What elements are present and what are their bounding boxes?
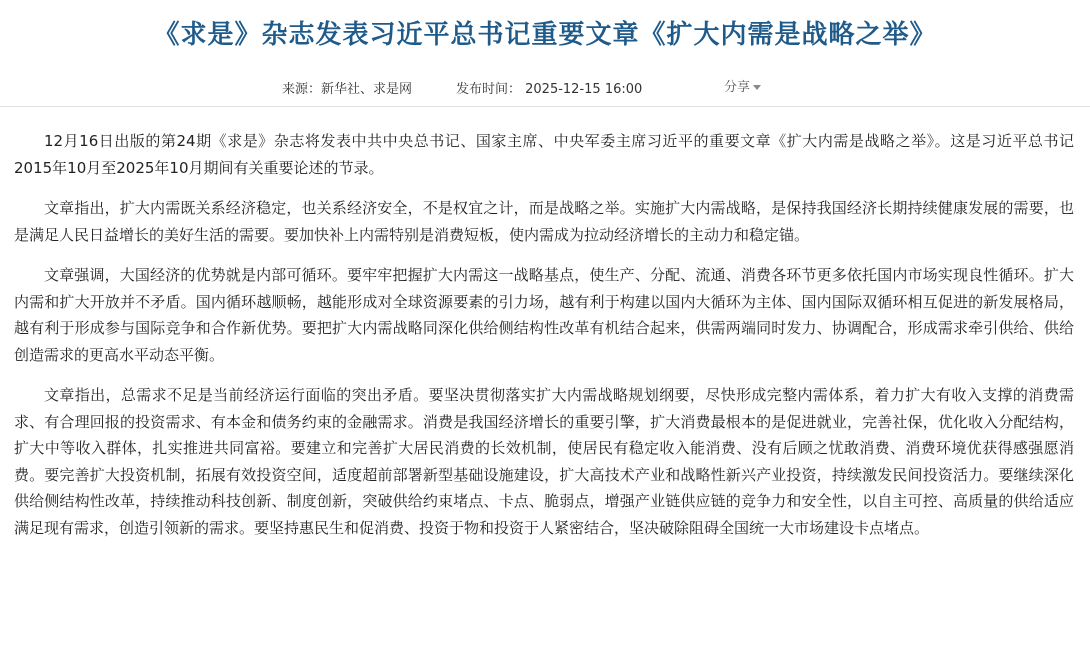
article-paragraph: 12月16日出版的第24期《求是》杂志将发表中共中央总书记、国家主席、中央军委主席习近平的重要文章《扩大内需是战略之举》。这是习近平总书记2015年10月至2025年10月期间有关重要论述的节录。 [14, 132, 1074, 177]
article-paragraph: 文章指出，总需求不足是当前经济运行面临的突出矛盾。要坚决贯彻落实扩大内需战略规划纲要，尽快形成完整内需体系，着力扩大有收入支撑的消费需求、有合理回报的投资需求、有本金和债务约束的金融需求。消费是我国经济增长的重要引擎，扩大消费最根本的是促进就业，完善社保，优化收入分配结构，扩大中等收入群体，扎实推进共同富裕。要建立和完善扩大居民消费的长效机制，使居民有稳定收入能消费、没有后顾之忧敢消费、消费环境优获得感强愿消费。要完善扩大投资机制，拓展有效投资空间，适度超前部署新型基础设施建设，扩大高技术产业和战略性新兴产业投资，持续激发民间投资活力。要继续深化供给侧结构性改革，持续推动科技创新、制度创新，突破供给约束堵点、卡点、脆弱点，增强产业链供应链的竞争力和安全性，以自主可控、高质量的供给适应满足现有需求，创造引领新的需求。要坚持惠民生和促消费、投资于物和投资于人紧密结合，坚决破除阻碍全国统一大市场建设卡点堵点。 [14, 386, 1074, 537]
publish-time: 发布时间： 2025-12-15 16:00 [456, 82, 643, 97]
article-source: 来源：新华社、求是网 [282, 82, 413, 97]
chevron-down-icon [753, 85, 761, 90]
article-paragraph: 文章指出，扩大内需既关系经济稳定，也关系经济安全，不是权宜之计，而是战略之举。实施扩大内需战略，是保持我国经济长期持续健康发展的需要，也是满足人民日益增长的美好生活的需要。要加快补上内需特别是消费短板，使内需成为拉动经济增长的主动力和稳定锚。 [14, 199, 1074, 244]
article-meta [0, 78, 1090, 98]
article-paragraph: 文章强调，大国经济的优势就是内部可循环。要牢牢把握扩大内需这一战略基点，使生产、分配、流通、消费各环节更多依托国内市场实现良性循环。扩大内需和扩大开放并不矛盾。国内循环越顺畅，越能形成对全球资源要素的引力场，越有利于构建以国内大循环为主体、国内国际双循环相互促进的新发展格局，越有利于形成参与国际竞争和合作新优势。要把扩大内需战略同深化供给侧结构性改革有机结合起来，供需两端同时发力、协调配合，形成需求牵引供给、供给创造需求的更高水平动态平衡。 [14, 266, 1074, 364]
share-label: 分享 [724, 80, 751, 95]
article-header [0, 0, 1090, 107]
article-body [14, 128, 1074, 555]
share-button[interactable] [724, 76, 761, 95]
page-title: 《求是》杂志发表习近平总书记重要文章《扩大内需是战略之举》 [153, 20, 937, 50]
